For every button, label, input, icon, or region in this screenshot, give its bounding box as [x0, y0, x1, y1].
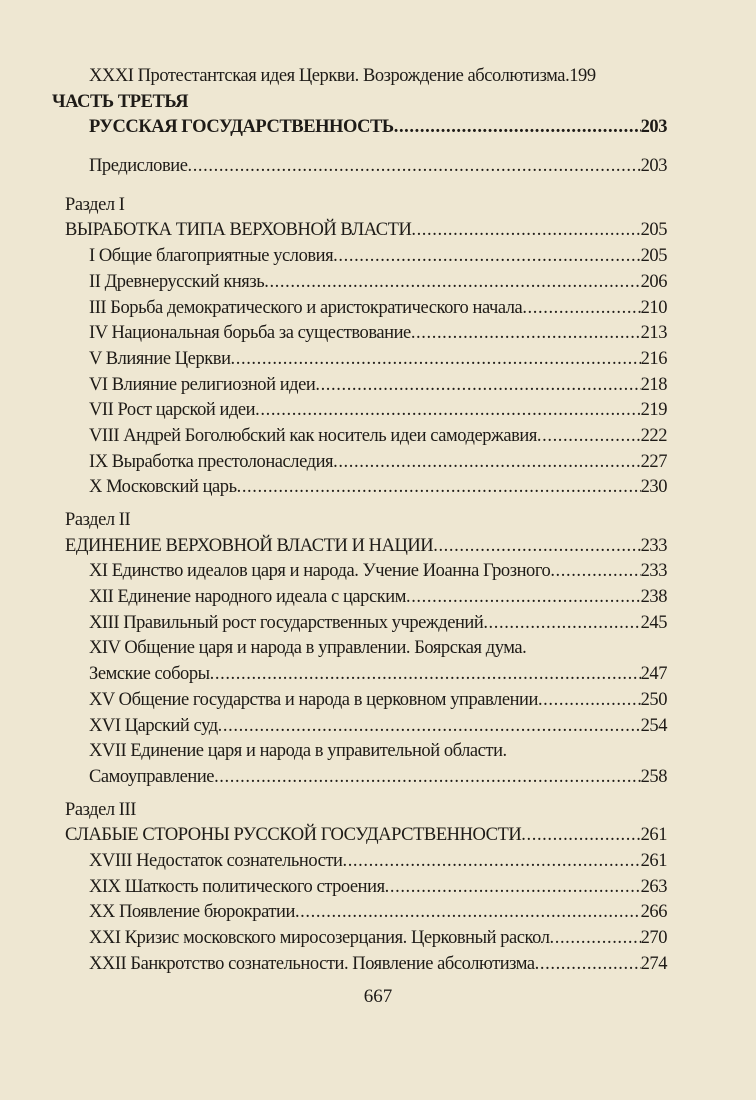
toc-entry	[89, 900, 667, 926]
entry-page: 203	[640, 117, 667, 138]
dot-leader	[187, 154, 640, 180]
dot-leader	[237, 475, 641, 501]
toc-entry	[89, 154, 667, 180]
part-label	[52, 90, 667, 116]
section-title	[65, 218, 667, 244]
dot-leader	[333, 450, 641, 476]
dot-leader	[411, 321, 641, 347]
entry-page: .199	[565, 66, 596, 86]
toc-entry	[89, 849, 667, 875]
section-label	[65, 798, 667, 824]
entry-title: XIX Шаткость политического строения	[89, 876, 385, 897]
dot-leader	[537, 424, 641, 450]
entry-title: XI Единство идеалов царя и народа. Учение Иоанна Грозного	[89, 561, 551, 582]
entry-title: XV Общение государства и народа в церковном управлении	[89, 689, 538, 710]
toc-entry	[89, 585, 667, 611]
entry-page: 247	[640, 664, 667, 685]
entry-page: 227	[640, 451, 667, 472]
entry-page: 270	[640, 928, 667, 948]
entry-page: 222	[640, 425, 667, 446]
table-of-contents	[0, 64, 756, 977]
toc-entry	[89, 739, 667, 765]
entry-title: II Древнерусский князь	[89, 271, 265, 292]
entry-title: РУССКАЯ ГОСУДАРСТВЕННОСТЬ	[89, 117, 394, 138]
entry-title: Предисловие	[89, 156, 188, 177]
dot-leader	[315, 373, 640, 399]
dot-leader	[550, 559, 640, 585]
toc-entry	[89, 64, 667, 90]
section-title	[65, 534, 667, 560]
toc-entry	[89, 714, 667, 740]
dot-leader	[210, 662, 641, 688]
entry-title: XIV Общение царя и народа в управлении. Боярская дума.	[89, 638, 527, 659]
toc-entry	[89, 952, 667, 978]
entry-page: 245	[640, 612, 667, 633]
entry-page: 266	[640, 902, 667, 923]
dot-leader	[385, 875, 641, 901]
dot-leader	[521, 823, 640, 849]
entry-title: I Общие благоприятные условия	[89, 246, 334, 267]
toc-entry	[89, 270, 667, 296]
entry-title: VI Влияние религиозной идеи	[89, 374, 316, 395]
toc-entry	[89, 875, 667, 901]
entry-title: VII Рост царской идеи	[89, 400, 256, 421]
entry-title: XVI Царский суд	[89, 715, 218, 736]
dot-leader	[538, 688, 641, 714]
toc-entry	[89, 475, 667, 501]
entry-page: 233	[640, 535, 667, 556]
toc-entry	[89, 636, 667, 662]
section-label	[65, 193, 667, 219]
entry-page: 274	[640, 953, 667, 974]
entry-title: IX Выработка престолонаследия	[89, 451, 334, 472]
entry-title: Раздел I	[65, 194, 125, 215]
toc-entry	[89, 373, 667, 399]
entry-title: V Влияние Церкви	[89, 348, 231, 369]
entry-title: Раздел II	[65, 510, 131, 530]
entry-title: Раздел III	[65, 799, 136, 820]
dot-leader	[394, 115, 641, 141]
dot-leader	[231, 347, 641, 373]
entry-title: XVII Единение царя и народа в управительной области.	[89, 741, 507, 762]
entry-title: Земские соборы	[89, 664, 210, 685]
toc-entry	[89, 347, 667, 373]
page-number: 667	[363, 986, 393, 1007]
toc-entry	[89, 424, 667, 450]
entry-page: 210	[640, 297, 667, 318]
toc-entry	[89, 244, 667, 270]
dot-leader	[535, 952, 641, 978]
entry-page: 261	[640, 825, 667, 846]
entry-page: 250	[640, 689, 667, 710]
entry-page: 258	[640, 766, 667, 787]
entry-title: XX Появление бюрократии	[89, 902, 295, 923]
part-label-text: ЧАСТЬ ТРЕТЬЯ	[52, 91, 189, 112]
entry-title: СЛАБЫЕ СТОРОНЫ РУССКОЙ ГОСУДАРСТВЕННОСТИ	[65, 825, 522, 846]
dot-leader	[255, 398, 640, 424]
entry-page: 261	[640, 850, 667, 871]
entry-title: ВЫРАБОТКА ТИПА ВЕРХОВНОЙ ВЛАСТИ	[65, 220, 412, 241]
toc-entry	[89, 611, 667, 637]
entry-title: XXXI Протестантская идея Церкви. Возрождение абсолютизма	[89, 66, 566, 86]
dot-leader	[550, 926, 641, 952]
toc-entry	[89, 296, 667, 322]
section-label	[65, 508, 667, 534]
toc-entry	[89, 926, 667, 952]
entry-page: 254	[640, 715, 667, 736]
toc-entry	[89, 321, 667, 347]
section-title	[65, 823, 667, 849]
entry-title: ЕДИНЕНИЕ ВЕРХОВНОЙ ВЛАСТИ И НАЦИИ	[65, 535, 434, 556]
entry-title: VIII Андрей Боголюбский как носитель идеи самодержавия	[89, 425, 537, 446]
entry-title: Самоуправление	[89, 766, 215, 787]
entry-page: 230	[640, 477, 667, 498]
dot-leader	[218, 714, 641, 740]
dot-leader	[333, 244, 640, 270]
entry-page: 233	[640, 561, 667, 582]
dot-leader	[295, 900, 641, 926]
entry-title: IV Национальная борьба за существование	[89, 323, 411, 344]
entry-page: 218	[640, 374, 667, 395]
entry-page: 213	[640, 323, 667, 344]
entry-page: 216	[640, 348, 667, 369]
toc-entry	[89, 559, 667, 585]
entry-title: XII Единение народного идеала с царским	[89, 587, 406, 608]
entry-title: III Борьба демократического и аристократического начала	[89, 297, 523, 318]
toc-entry	[89, 450, 667, 476]
toc-entry	[89, 688, 667, 714]
dot-leader	[522, 296, 640, 322]
entry-page: 205	[640, 220, 667, 241]
entry-title: XVIII Недостаток сознательности	[89, 850, 343, 871]
entry-page: 205	[640, 246, 667, 267]
part-title	[89, 115, 667, 141]
entry-page: 263	[640, 876, 667, 897]
dot-leader	[411, 218, 640, 244]
toc-entry-continuation	[89, 765, 667, 791]
dot-leader	[406, 585, 641, 611]
entry-title: XIII Правильный рост государственных учреждений	[89, 612, 484, 633]
dot-leader	[342, 849, 640, 875]
toc-entry	[89, 398, 667, 424]
dot-leader	[264, 270, 640, 296]
entry-title: X Московский царь	[89, 477, 237, 498]
dot-leader	[433, 534, 640, 560]
toc-entry-continuation	[89, 662, 667, 688]
dot-leader	[483, 611, 640, 637]
entry-title: XXI Кризис московского миросозерцания. Церковный раскол	[89, 928, 550, 948]
entry-page: 206	[640, 271, 667, 292]
entry-page: 219	[640, 400, 667, 421]
entry-page: 238	[640, 587, 667, 608]
entry-page: 203	[640, 156, 667, 177]
entry-title: XXII Банкротство сознательности. Появление абсолютизма	[89, 953, 535, 974]
dot-leader	[214, 765, 641, 791]
